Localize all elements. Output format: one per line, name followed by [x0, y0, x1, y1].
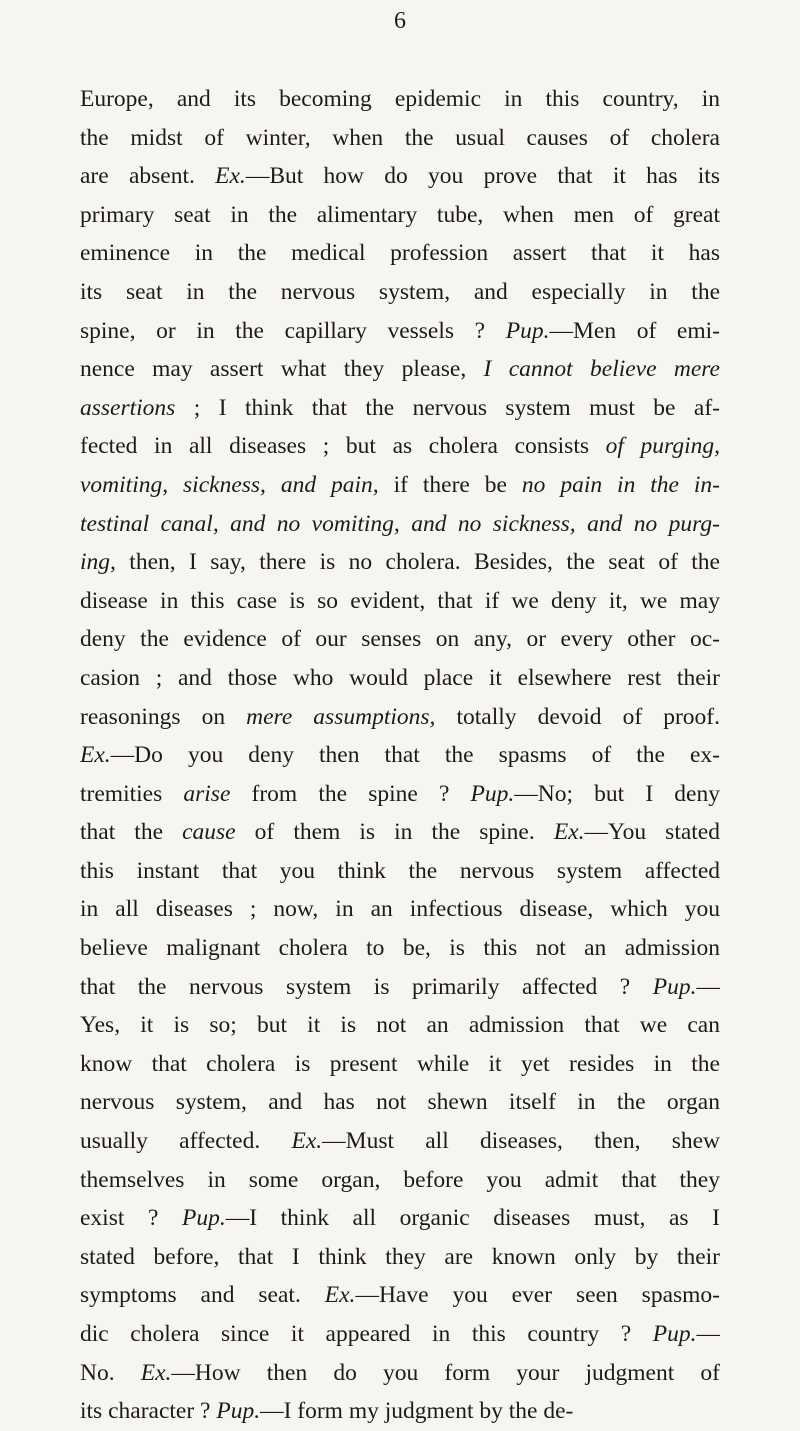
text-line: [80, 813, 720, 852]
text-segment: that the nervous system is primarily affected ?: [80, 973, 653, 1000]
text-segment: No.: [80, 1359, 141, 1386]
text-segment: dic cholera since it appeared in this country ?: [80, 1321, 653, 1347]
text-line: [80, 543, 720, 582]
text-segment: if there be: [378, 471, 522, 498]
text-segment: usually affected.: [80, 1128, 292, 1155]
text-segment: disease in this case is so evident, that if we deny it, we may: [80, 587, 720, 614]
italic-text: testinal canal, and no vomiting, and no sickness, and no purg-: [80, 510, 720, 537]
text-line: [80, 1199, 720, 1238]
text-line: [80, 1238, 720, 1277]
text-segment: nervous system, and has not shewn itself in the organ: [80, 1089, 720, 1116]
text-line: [80, 1392, 720, 1431]
italic-text: Ex.: [140, 1359, 172, 1386]
text-segment: exist ?: [80, 1205, 182, 1232]
italic-text: Pup.: [652, 1321, 697, 1347]
text-line: [80, 80, 720, 119]
italic-text: Ex.: [553, 819, 585, 846]
italic-text: Ex.: [291, 1128, 323, 1155]
text-line: [80, 698, 720, 737]
text-line: [80, 775, 720, 814]
text-segment: —I form my judgment by the de-: [260, 1398, 574, 1425]
italic-text: ing,: [80, 549, 116, 576]
text-segment: reasonings on: [80, 703, 247, 730]
text-line: [80, 1006, 720, 1045]
text-line: [80, 620, 720, 659]
text-line: [80, 929, 720, 968]
text-line: [80, 1276, 720, 1315]
italic-text: Pup.: [652, 973, 697, 1000]
text-segment: eminence in the medical profession assert that it has: [80, 240, 720, 267]
text-segment: —Have you ever seen spasmo-: [355, 1282, 720, 1309]
text-segment: —: [696, 973, 720, 1000]
text-line: [80, 389, 720, 428]
italic-text: mere assumptions,: [246, 703, 436, 730]
text-line: [80, 890, 720, 929]
text-segment: —Men of emi-: [549, 317, 720, 344]
italic-text: Ex.: [215, 163, 246, 190]
text-segment: casion ; and those who would place it elsewhere rest their: [80, 664, 720, 691]
text-segment: Europe, and its becoming epidemic in this country, in: [80, 86, 720, 112]
text-segment: —: [696, 1321, 720, 1347]
italic-text: assertions: [80, 394, 176, 421]
text-segment: know that cholera is present while it yet resides in the: [80, 1050, 720, 1077]
page-number: 6: [394, 8, 406, 34]
text-line: [80, 234, 720, 273]
text-segment: stated before, that I think they are known only by their: [80, 1243, 720, 1270]
italic-text: no pain in the in-: [521, 471, 720, 498]
text-line: [80, 505, 720, 544]
text-line: [80, 427, 720, 466]
text-segment: are absent.: [80, 163, 216, 190]
text-line: [80, 196, 720, 235]
text-segment: —No; but I deny: [514, 780, 720, 807]
text-segment: themselves in some organ, before you admit that they: [80, 1166, 720, 1193]
text-segment: —Must all diseases, then, shew: [322, 1128, 720, 1155]
italic-text: Ex.: [80, 742, 111, 769]
text-segment: from the spine ?: [230, 780, 471, 807]
italic-text: of purging,: [605, 433, 720, 460]
text-line: [80, 736, 720, 775]
italic-text: vomiting, sickness, and pain,: [80, 471, 379, 498]
text-line: [80, 852, 720, 891]
text-line: [80, 582, 720, 621]
text-line: [80, 659, 720, 698]
italic-text: cause: [182, 819, 236, 846]
text-line: [80, 1354, 720, 1393]
text-segment: primary seat in the alimentary tube, when men of great: [80, 201, 720, 228]
text-line: [80, 1161, 720, 1200]
text-segment: ; I think that the nervous system must be af-: [175, 394, 720, 421]
text-segment: its character ?: [80, 1398, 217, 1425]
italic-text: Ex.: [324, 1282, 356, 1309]
text-line: [80, 1083, 720, 1122]
text-segment: Yes, it is so; but it is not an admission that we can: [80, 1012, 720, 1039]
text-segment: nence may assert what they please,: [80, 356, 484, 383]
italic-text: I cannot believe mere: [483, 356, 720, 383]
text-segment: the midst of winter, when the usual causes of cholera: [80, 124, 720, 151]
text-line: [80, 273, 720, 312]
italic-text: Pup.: [505, 317, 550, 344]
text-segment: —How then do you form your judgment of: [171, 1359, 720, 1386]
italic-text: Pup.: [470, 780, 515, 807]
text-line: [80, 968, 720, 1007]
text-segment: believe malignant cholera to be, is this not an admission: [80, 935, 720, 962]
text-segment: —Do you deny then that the spasms of the ex-: [110, 742, 720, 769]
text-line: [80, 119, 720, 158]
italic-text: arise: [183, 780, 231, 807]
text-segment: symptoms and seat.: [80, 1282, 325, 1309]
text-line: [80, 1045, 720, 1084]
text-segment: —But how do you prove that it has its: [245, 163, 720, 190]
text-segment: in all diseases ; now, in an infectious disease, which you: [80, 896, 720, 923]
text-segment: —I think all organic diseases must, as I: [225, 1205, 720, 1232]
text-line: [80, 1315, 720, 1354]
text-segment: its seat in the nervous system, and especially in the: [80, 278, 720, 305]
text-segment: totally devoid of proof.: [435, 703, 720, 730]
italic-text: Pup.: [216, 1398, 261, 1425]
text-segment: spine, or in the capillary vessels ?: [80, 317, 506, 344]
text-segment: then, I say, there is no cholera. Besides, the seat of the: [115, 549, 720, 576]
text-segment: tremities: [80, 780, 184, 807]
text-segment: of them is in the spine.: [235, 819, 554, 846]
text-line: [80, 157, 720, 196]
text-segment: fected in all diseases ; but as cholera consists: [80, 433, 606, 460]
text-segment: that the: [80, 819, 183, 846]
text-segment: deny the evidence of our senses on any, or every other oc-: [80, 626, 720, 653]
text-segment: this instant that you think the nervous system affected: [80, 857, 720, 884]
text-segment: —You stated: [584, 819, 720, 846]
body-text: [80, 80, 720, 1431]
italic-text: Pup.: [182, 1205, 226, 1232]
text-line: [80, 350, 720, 389]
text-line: [80, 1122, 720, 1161]
text-line: [80, 466, 720, 505]
text-line: [80, 312, 720, 351]
